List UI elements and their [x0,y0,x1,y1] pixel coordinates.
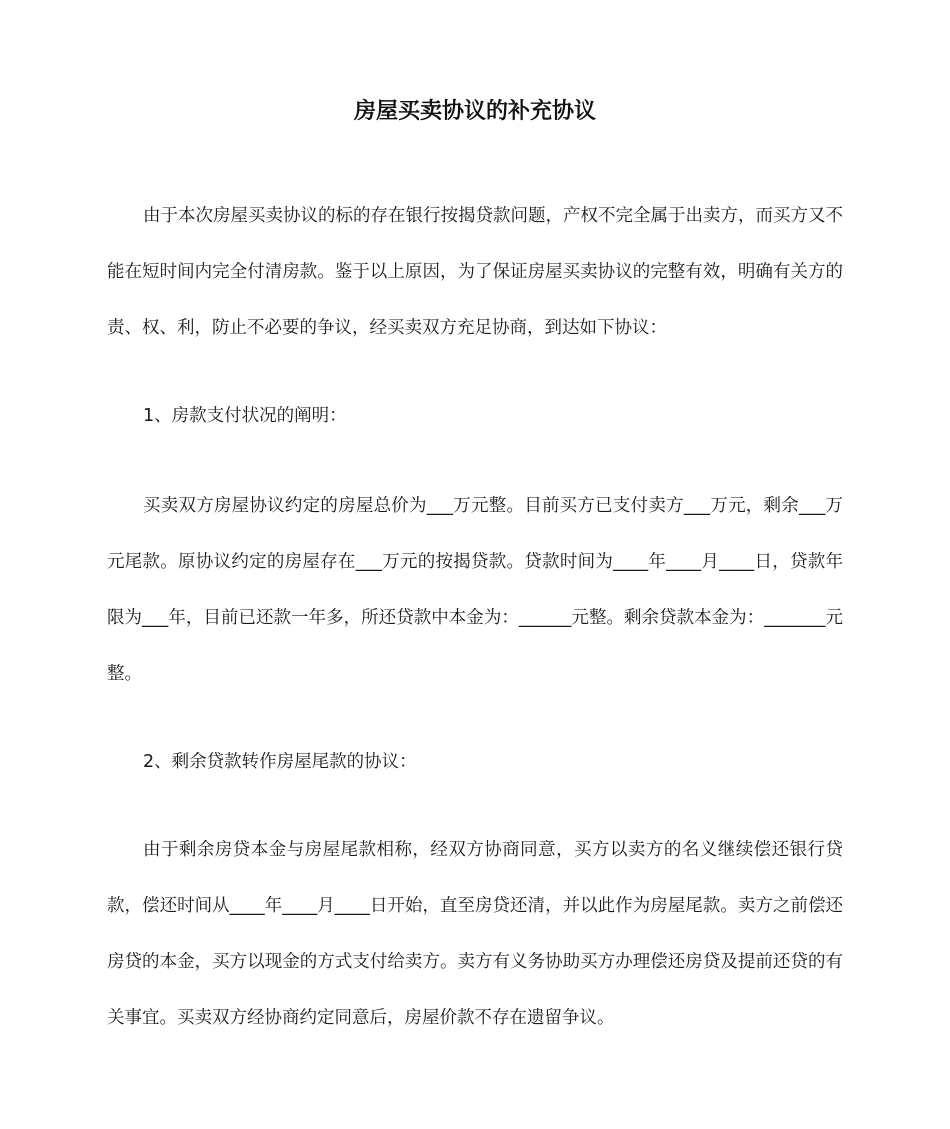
intro-paragraph: 由于本次房屋买卖协议的标的存在银行按揭贷款问题，产权不完全属于出卖方，而买方又不能在短时间内完全付清房款。鉴于以上原因，为了保证房屋买卖协议的完整有效，明确有关方的责、权、利，防止不必要的争议，经买卖双方充足协商，到达如下协议： [107,206,843,338]
document-title: 房屋买卖协议的补充协议 [353,99,596,124]
section-2-paragraph: 由于剩余房贷本金与房屋尾款相称，经双方协商同意，买方以卖方的名义继续偿还银行贷款，偿还时间从____年____月____日开始，直至房贷还清，并以此作为房屋尾款。卖方之前偿还房贷的本金，买方以现金的方式支付给卖方。卖方有义务协助买方办理偿还房贷及提前还贷的有关事宜。买卖双方经协商约定同意后，房屋价款不存在遗留争议。 [107,840,843,1028]
section-1-paragraph: 买卖双方房屋协议约定的房屋总价为___万元整。目前买方已支付卖方___万元，剩余___万元尾款。原协议约定的房屋存在___万元的按揭贷款。贷款时间为____年____月____日，贷款年限为___年，目前已还款一年多，所还贷款中本金为：______元整。剩余贷款本金为：_______元整。 [107,496,843,684]
section-1-heading: 1、房款支付状况的阐明： [143,406,347,426]
section-2-heading: 2、剩余贷款转作房屋尾款的协议： [143,752,417,772]
